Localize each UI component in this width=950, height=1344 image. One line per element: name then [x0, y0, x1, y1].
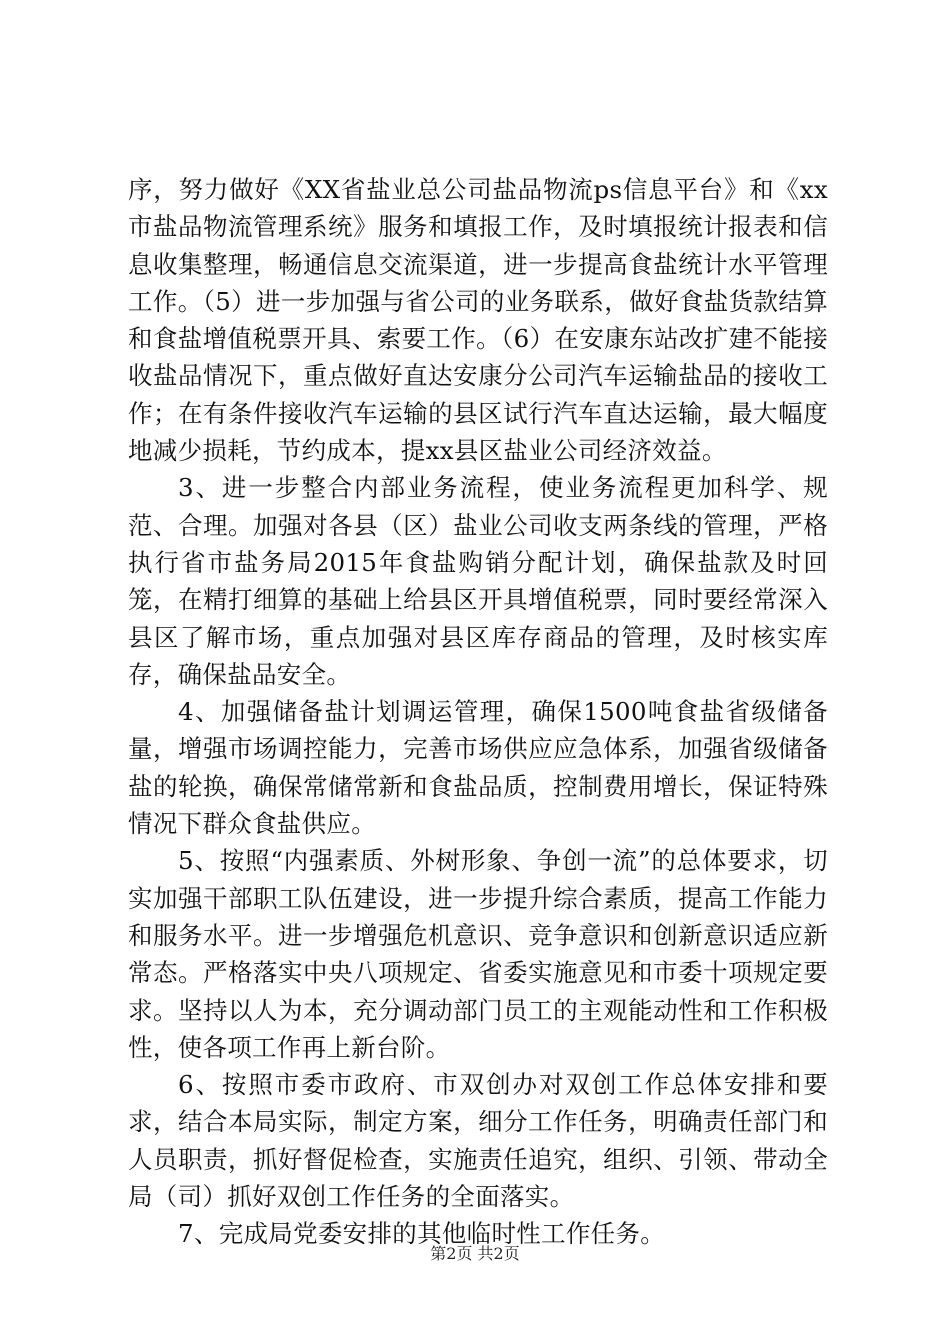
paragraph-item-6: 6、按照市委市政府、市双创办对双创工作总体安排和要求，结合本局实际，制定方案，细分工作任务，明确责任部门和人员职责，抓好督促检查，实施责任追究，组织、引领、带动全局（司）抓好双创工作任务的全面落实。	[128, 1070, 828, 1212]
page-number-footer: 第2页 共2页	[430, 1244, 520, 1263]
paragraph-item-5: 5、按照“内强素质、外树形象、争创一流”的总体要求，切实加强干部职工队伍建设，进一步提升综合素质，提高工作能力和服务水平。进一步增强危机意识、竞争意识和创新意识适应新常态。严格落实中央八项规定、省委实施意见和市委十项规定要求。坚持以人为本，充分调动部门员工的主观能动性和工作积极性，使各项工作再上新台阶。	[128, 846, 828, 1062]
document-body	[128, 171, 828, 1253]
paragraph-continuation: 序，努力做好《XX省盐业总公司盐品物流ps信息平台》和《xx市盐品物流管理系统》服务和填报工作，及时填报统计报表和信息收集整理，畅通信息交流渠道，进一步提高食盐统计水平管理工作。（5）进一步加强与省公司的业务联系，做好食盐货款结算和食盐增值税票开具、索要工作。（6）在安康东站改扩建不能接收盐品情况下，重点做好直达安康分公司汽车运输盐品的接收工作；在有条件接收汽车运输的县区试行汽车直达运输，最大幅度地减少损耗，节约成本，提xx县区盐业公司经济效益。	[128, 175, 828, 466]
paragraph-item-7: 7、完成局党委安排的其他临时性工作任务。	[178, 1219, 666, 1249]
paragraph-item-3: 3、进一步整合内部业务流程，使业务流程更加科学、规范、合理。加强对各县（区）盐业公司收支两条线的管理，严格执行省市盐务局2015年食盐购销分配计划，确保盐款及时回笼，在精打细算的基础上给县区开具增值税票，同时要经常深入县区了解市场，重点加强对县区库存商品的管理，及时核实库存，确保盐品安全。	[128, 473, 828, 689]
paragraph-item-4: 4、加强储备盐计划调运管理，确保1500吨食盐省级储备量，增强市场调控能力，完善市场供应应急体系，加强省级储备盐的轮换，确保常储常新和食盐品质，控制费用增长，保证特殊情况下群众食盐供应。	[128, 697, 828, 839]
